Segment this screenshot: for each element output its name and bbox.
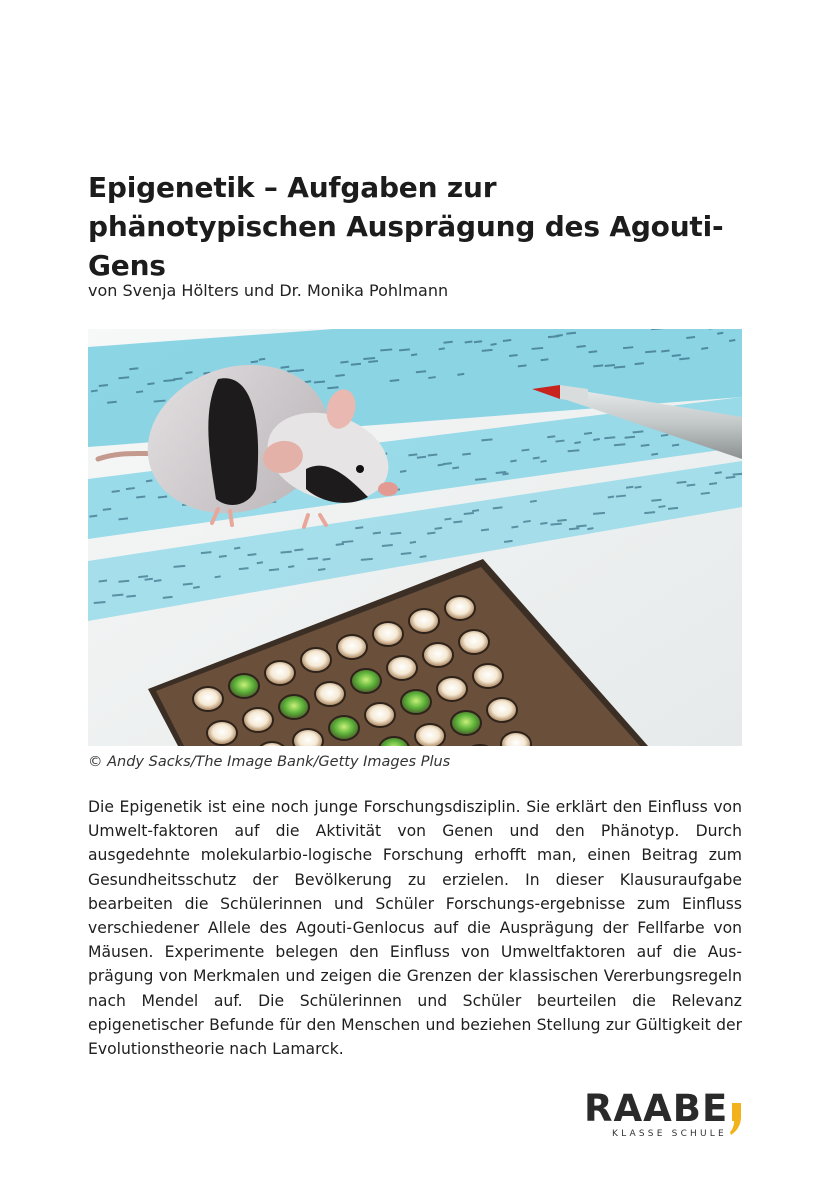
logo-tagline: KLASSE SCHULE [612, 1129, 727, 1139]
document-title: Epigenetik – Aufgaben zur phänotypischen Ausprägung des Agouti-Gens [88, 171, 724, 282]
image-credit: © Andy Sacks/The Image Bank/Getty Images Plus [88, 754, 451, 770]
cover-photo-illustration [88, 329, 742, 746]
author-line: von Svenja Hölters und Dr. Monika Pohlmann [88, 281, 449, 300]
cover-photo [88, 329, 742, 746]
logo-wordmark: RAABE [584, 1087, 729, 1130]
raabe-logo [584, 1087, 754, 1147]
logo-comma-icon [730, 1103, 742, 1135]
intro-paragraph: Die Epigenetik ist eine noch junge Forschungsdisziplin. Sie erklärt den Einfluss von Umwelt-faktoren auf die Aktivität von Genen und den Phänotyp. Durch ausgedehnte molekularbio-logische Forschung erhofft man, einen Beitrag zum Gesundheitsschutz der Bevölkerung zu erzielen. In dieser Klausuraufgabe bearbeiten die Schülerinnen und Schüler Forschungs-ergebnisse zum Einfluss verschiedener Allele des Agouti-Genlocus auf die Ausprägung der Fellfarbe von Mäusen. Experimente belegen den Einfluss von Umweltfaktoren auf die Aus-prägung von Merkmalen und zeigen die Grenzen der klassischen Vererbungsregeln nach Mendel auf. Die Schülerinnen und Schüler beurteilen die Relevanz epigenetischer Befunde für den Menschen und beziehen Stellung zur Gültigkeit der Evolutionstheorie nach Lamarck. [88, 798, 742, 1059]
